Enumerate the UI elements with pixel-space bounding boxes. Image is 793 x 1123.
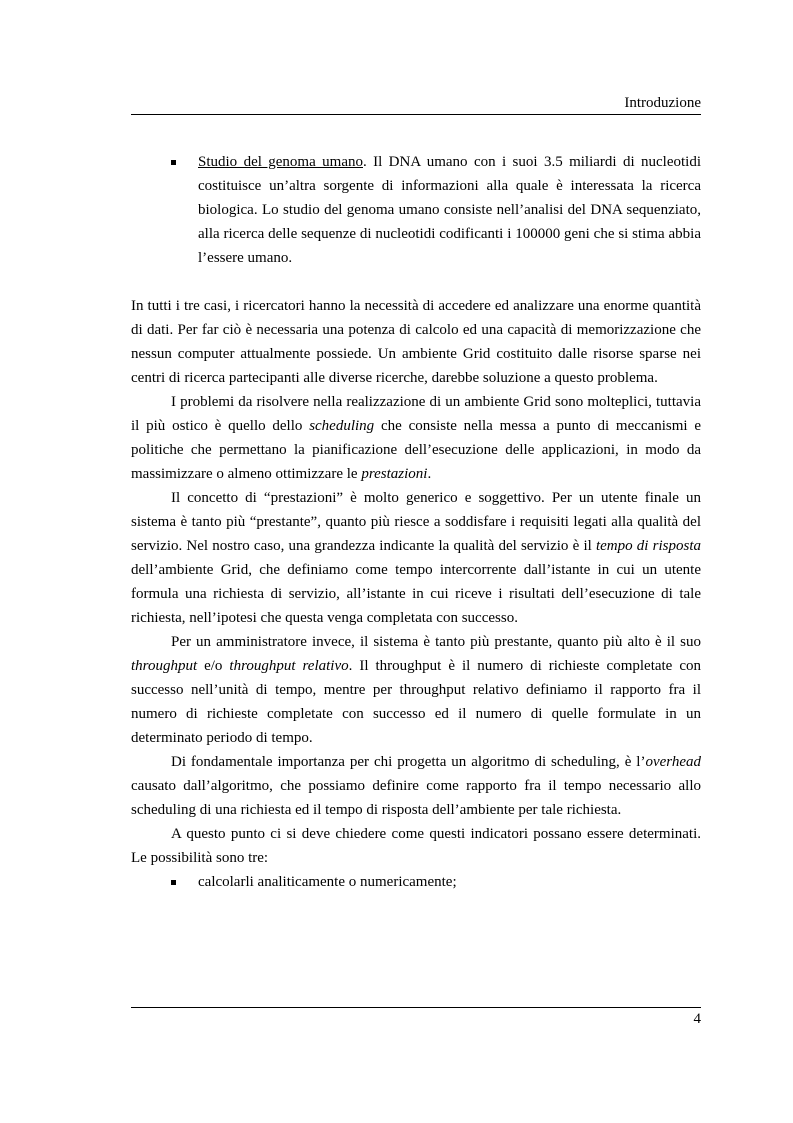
paragraph-5-text-1: Di fondamentale importanza per chi progetta un algoritmo di scheduling, è l’ [171, 754, 646, 770]
paragraph-4 [131, 630, 701, 750]
paragraph-4-text-1: Per un amministratore invece, il sistema è tanto più prestante, quanto più alto è il suo [171, 634, 701, 650]
bullet-item-genome [131, 150, 701, 270]
paragraph-3 [131, 486, 701, 630]
paragraph-2-text-2: che consiste nella messa a punto di meccanismi e politiche che permettano la pianificazione dell’esecuzione delle applicazioni, in modo da massimizzare o almeno ottimizzare le [131, 418, 701, 482]
paragraph-5 [131, 750, 701, 822]
paragraph-3-text-1: Il concetto di “prestazioni” è molto generico e soggettivo. Per un utente finale un sistema è tanto più “prestante”, quanto più riesce a soddisfare i requisiti legati alla qualità del servizio. Nel nostro caso, una grandezza indicante la qualità del servizio è il [131, 490, 701, 554]
square-bullet-icon [171, 880, 176, 885]
paragraph-4-emphasis-1: throughput [131, 658, 198, 674]
paragraph-2 [131, 390, 701, 486]
bullet-text: . Il DNA umano con i suoi 3.5 miliardi di nucleotidi costituisce un’altra sorgente di informazioni alla quale è interessata la ricerca biologica. Lo studio del genoma umano consiste nell’analisi del DNA sequenziato, alla ricerca delle sequenze di nucleotidi codificanti i 100000 geni che si stima abbia l’essere umano. [198, 154, 701, 266]
paragraph-2-emphasis-2: prestazioni [361, 466, 428, 482]
paragraph-6: A questo punto ci si deve chiedere come questi indicatori possano essere determinati. Le possibilità sono tre: [131, 826, 701, 866]
page-number: 4 [693, 1011, 701, 1027]
running-header: Introduzione [624, 95, 701, 111]
bullet-item-analytic [131, 870, 701, 894]
paragraph-4-text-2: e/o [197, 658, 230, 674]
paragraph-4-text-3: . Il throughput è il numero di richieste completate con successo nell’unità di tempo, mentre per throughput relativo definiamo il rapporto fra il numero di richieste completate con successo ed il numero di quelle formulate in un determinato periodo di tempo. [131, 658, 701, 746]
paragraph-3-emphasis-1: tempo di risposta [595, 538, 701, 554]
bullet-term: Studio del genoma umano [198, 154, 363, 170]
bullet-text: calcolarli analiticamente o numericamente; [198, 874, 457, 890]
footer-rule [131, 1007, 701, 1008]
paragraph-5-emphasis-1: overhead [645, 754, 701, 770]
paragraph-1: In tutti i tre casi, i ricercatori hanno la necessità di accedere ed analizzare una enorme quantità di dati. Per far ciò è necessaria una potenza di calcolo ed una capacità di memorizzazione che nessun computer attualmente possiede. Un ambiente Grid costituito dalle risorse sparse nei centri di ricerca partecipanti alle diverse ricerche, darebbe soluzione a questo problema. [131, 298, 701, 386]
paragraph-2-text-1: I problemi da risolvere nella realizzazione di un ambiente Grid sono molteplici, tuttavia il più ostico è quello dello [131, 394, 701, 434]
paragraph-5-text-2: causato dall’algoritmo, che possiamo definire come rapporto fra il tempo necessario allo scheduling di una richiesta ed il tempo di risposta dell’ambiente per tale richiesta. [131, 778, 701, 818]
paragraph-3-text-2: dell’ambiente Grid, che definiamo come tempo intercorrente dall’istante in cui un utente formula una richiesta di servizio, all’istante in cui riceve i risultati dell’esecuzione di tale richiesta, nell’ipotesi che questa venga completata con successo. [131, 562, 701, 626]
square-bullet-icon [171, 160, 176, 165]
paragraph-2-text-3: . [427, 466, 432, 482]
page-body [131, 150, 701, 894]
paragraph-4-emphasis-2: throughput relativo [229, 658, 349, 674]
paragraph-2-emphasis-1: scheduling [309, 418, 375, 434]
header-rule [131, 114, 701, 115]
